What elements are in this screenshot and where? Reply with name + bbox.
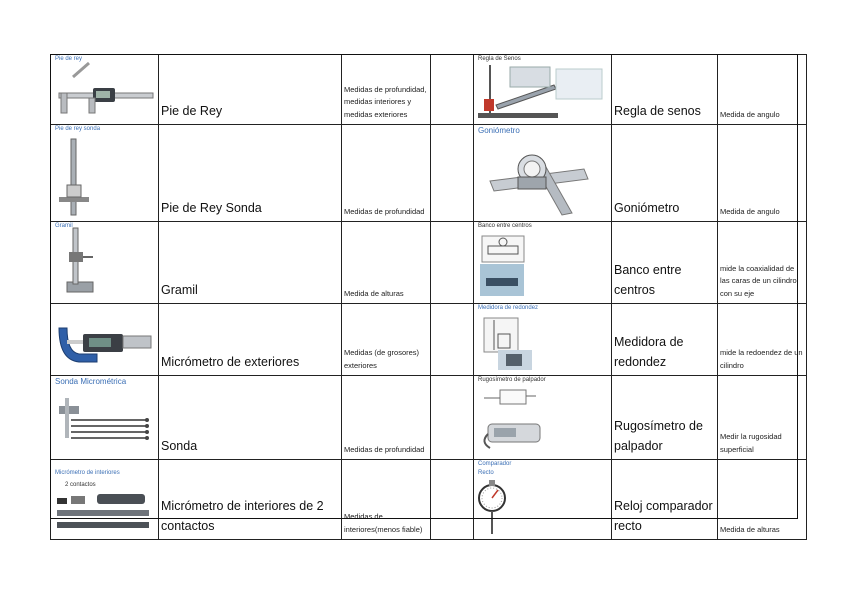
image-caption-line2: Recto [478,470,494,476]
instrument-description: Medir la rugosidad superficial [720,432,782,454]
instrument-description: Medida de alturas [720,524,780,534]
instrument-description: Medidas de profundidad [344,444,425,454]
roughness-tester-image [476,376,609,456]
goniometer-image-cell [474,125,612,222]
instrument-desc-cell [718,125,807,222]
roundness-tester-image [476,304,609,372]
instrument-name: Reloj comparador recto [614,499,713,533]
instrument-description: Medidas de interiores(menos fiable) [344,512,423,534]
image-caption: Banco entre centros [478,223,532,229]
depth-caliper-image [53,125,156,218]
instrument-desc-cell [342,460,431,540]
instrument-desc-cell [718,304,807,376]
instrument-name-cell [612,125,718,222]
instrument-name: Micrómetro de interiores de 2 contactos [161,499,324,533]
image-caption-line2: 2 contactos [65,482,96,488]
micrometer-image-cell [51,304,159,376]
table-row [51,376,807,460]
spacer-cell [431,304,474,376]
instrument-description: Medidas (de grosores) exteriores [344,348,420,370]
image-caption: Regla de Senos [478,56,521,62]
table-row [51,222,807,304]
instrument-desc-cell [718,460,807,540]
spacer-cell [431,376,474,460]
instrument-desc-cell [342,222,431,304]
instrument-name-cell [159,222,342,304]
instrument-name: Pie de Rey Sonda [161,201,262,215]
instrument-name-cell [159,55,342,125]
caliper-image [53,55,156,121]
instrument-desc-cell [342,55,431,125]
table-row [51,125,807,222]
instrument-desc-cell [342,304,431,376]
instrument-name-cell [612,304,718,376]
table-row [51,304,807,376]
instrument-description: Medida de angulo [720,109,780,119]
spacer-cell [431,55,474,125]
dial-indicator-image-cell [474,460,612,540]
instrument-desc-cell [718,55,807,125]
caliper-image-cell [51,55,159,125]
instrument-desc-cell [342,376,431,460]
height-gauge-image [53,222,156,300]
instrument-name: Gramil [161,283,198,297]
between-centers-image [476,222,609,300]
instrument-name-cell [159,460,342,540]
image-caption: Micrómetro de interiores [55,470,120,476]
image-caption: Medidora de redondez [478,305,539,311]
micrometer-image [53,304,156,372]
instrument-description: Medida de alturas [344,288,404,298]
image-caption: Rugosímetro de palpador [478,377,546,383]
instrument-name: Medidora de redondez [614,335,684,369]
instrument-name-cell [159,376,342,460]
micrometric-probe-image-cell [51,376,159,460]
instrument-description: Medidas de profundidad, medidas interiores y medidas exteriores [344,84,427,119]
inside-micrometer-image-cell [51,460,159,540]
between-centers-image-cell [474,222,612,304]
instrument-desc-cell [342,125,431,222]
instrument-desc-cell [718,376,807,460]
instrument-description: mide la redoendez de un cilindro [720,348,803,370]
instruments-table [50,54,807,540]
roundness-tester-image-cell [474,304,612,376]
height-gauge-image-cell [51,222,159,304]
instrument-name-cell [612,55,718,125]
spacer-cell [431,222,474,304]
instrument-description: Medida de angulo [720,206,780,216]
image-caption: Comparador [478,461,512,467]
instrument-name: Goniómetro [614,201,680,215]
image-caption: Gramil [55,223,73,229]
instrument-description: mide la coaxialidad de las caras de un cilindro con su eje [720,263,797,298]
sine-bar-image [476,55,609,121]
image-caption: Pie de rey sonda [55,126,101,132]
instrument-name-cell [612,222,718,304]
instrument-description: Medidas de profundidad [344,206,425,216]
sine-bar-image-cell [474,55,612,125]
instrument-name: Pie de Rey [161,104,223,118]
instrument-name-cell [159,304,342,376]
roughness-tester-image-cell [474,376,612,460]
instrument-name: Rugosímetro de palpador [614,419,703,453]
micrometric-probe-image [53,376,156,456]
goniometer-image [476,125,609,218]
instrument-name: Micrómetro de exteriores [161,355,300,369]
instrument-name-cell [612,376,718,460]
instrument-name-cell [612,460,718,540]
dial-indicator-image [476,460,609,536]
instrument-name: Regla de senos [614,104,701,118]
spacer-cell [431,125,474,222]
image-caption: Sonda Micrométrica [55,377,127,386]
image-caption: Goniómetro [478,126,520,135]
table-row [51,460,807,540]
instrument-name-cell [159,125,342,222]
instrument-name: Banco entre centros [614,263,682,297]
spacer-cell [431,460,474,540]
table-row [51,55,807,125]
depth-caliper-image-cell [51,125,159,222]
image-caption: Pie de rey [55,56,83,62]
instrument-desc-cell [718,222,807,304]
instrument-name: Sonda [161,439,198,453]
